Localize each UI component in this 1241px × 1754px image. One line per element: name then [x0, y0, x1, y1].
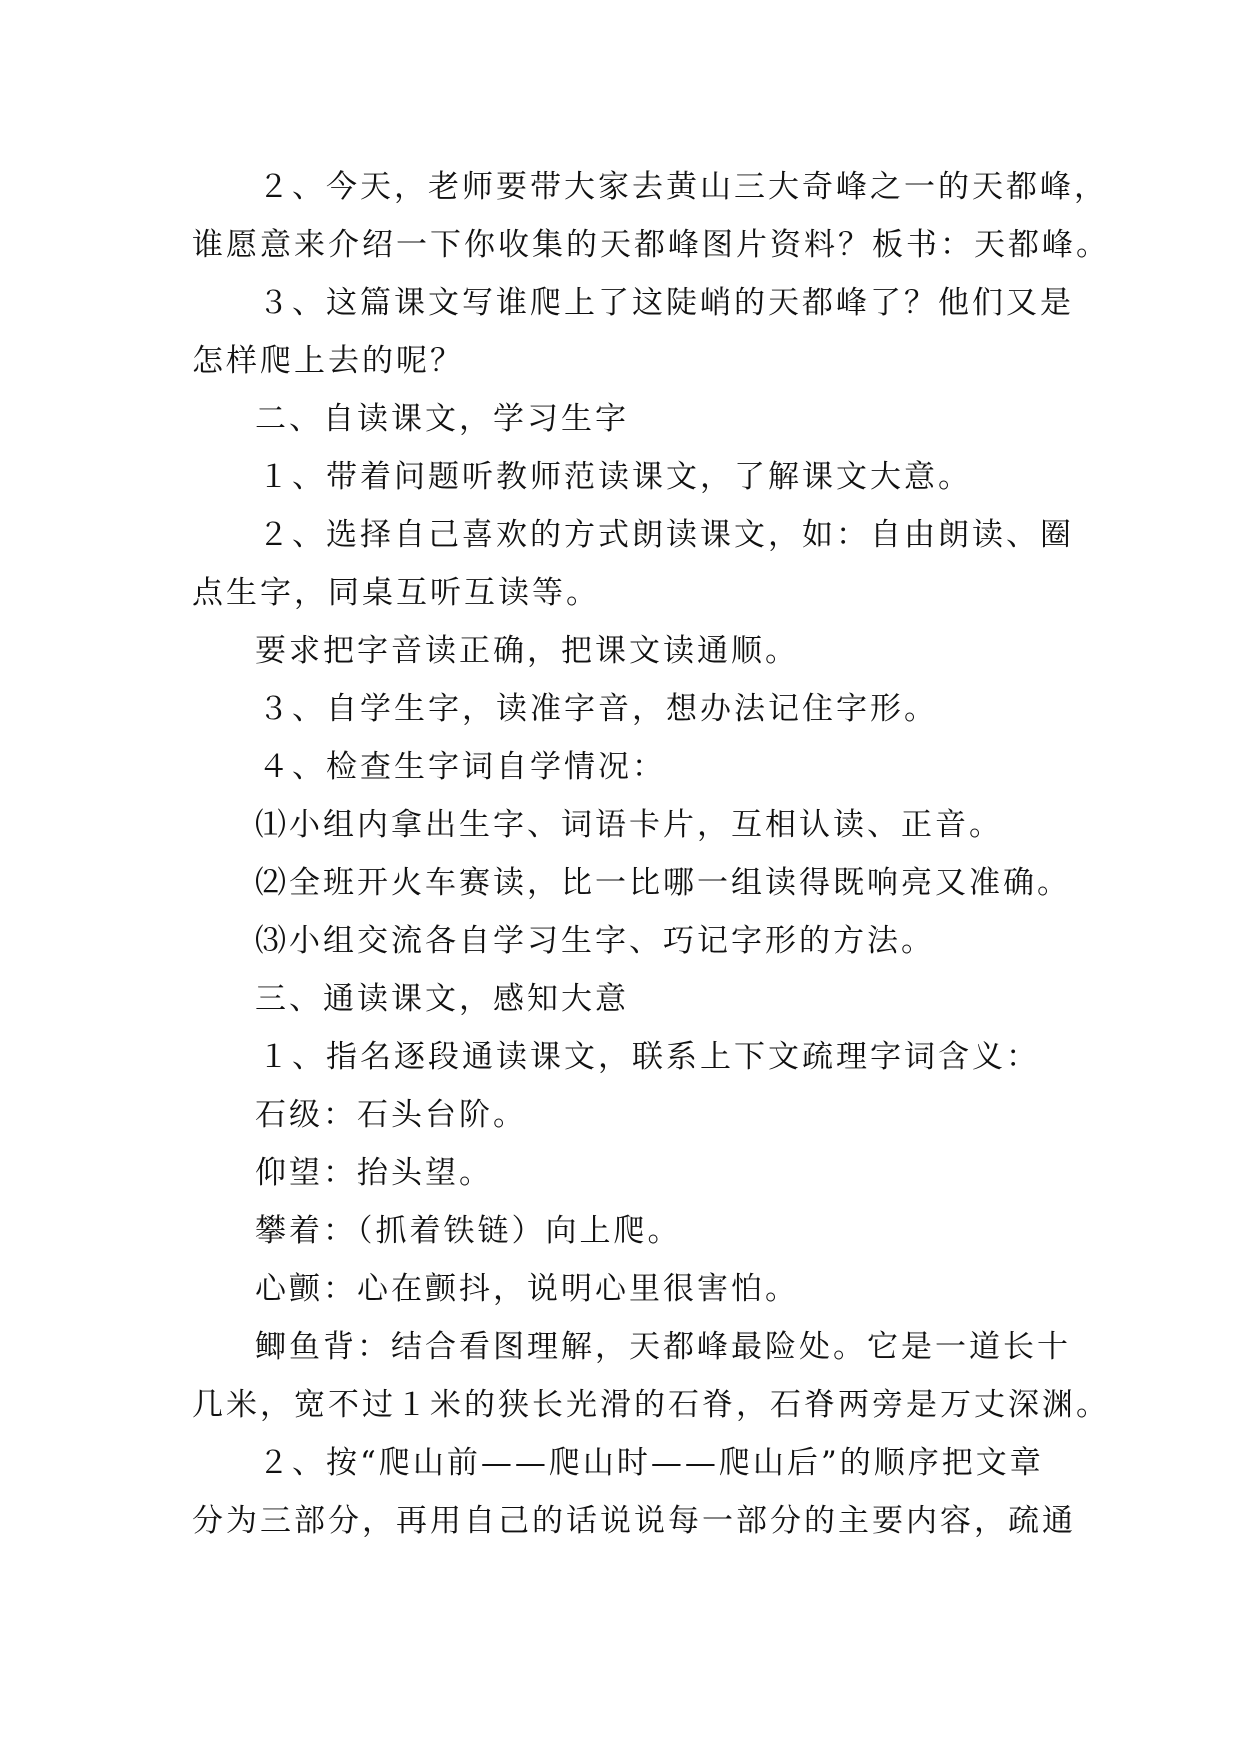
list-item: ⑴小组内拿出生字、词语卡片，互相认读、正音。	[255, 807, 1003, 843]
paragraph-line: 要求把字音读正确，把课文读通顺。	[255, 633, 799, 669]
paragraph-line: 谁愿意来介绍一下你收集的天都峰图片资料？板书：天都峰。	[192, 227, 1110, 263]
list-item: ⑵全班开火车赛读，比一比哪一组读得既响亮又准确。	[255, 865, 1071, 901]
paragraph-line: ４、检查生字词自学情况：	[258, 749, 666, 785]
paragraph-line: 几米，宽不过１米的狭长光滑的石脊，石脊两旁是万丈深渊。	[192, 1387, 1110, 1423]
list-item: ⑶小组交流各自学习生字、巧记字形的方法。	[255, 923, 935, 959]
section-heading: 二、自读课文，学习生字	[255, 401, 629, 437]
paragraph-line: 怎样爬上去的呢？	[192, 343, 464, 379]
paragraph-line: １、指名逐段通读课文，联系上下文疏理字词含义：	[258, 1039, 1040, 1075]
definition-line: 攀着：（抓着铁链）向上爬。	[255, 1213, 682, 1249]
section-heading: 三、通读课文，感知大意	[255, 981, 629, 1017]
paragraph-line: ２、今天，老师要带大家去黄山三大奇峰之一的天都峰，	[258, 169, 1108, 205]
definition-line: 鲫鱼背：结合看图理解，天都峰最险处。它是一道长十	[255, 1329, 1071, 1365]
definition-line: 石级：石头台阶。	[255, 1097, 527, 1133]
definition-line: 心颤：心在颤抖，说明心里很害怕。	[255, 1271, 799, 1307]
paragraph-line: 点生字，同桌互听互读等。	[192, 575, 600, 611]
paragraph-line: ２、按“爬山前——爬山时——爬山后”的顺序把文章	[258, 1445, 1044, 1481]
paragraph-line: １、带着问题听教师范读课文，了解课文大意。	[258, 459, 972, 495]
definition-line: 仰望：抬头望。	[255, 1155, 493, 1191]
paragraph-line: 分为三部分，再用自己的话说说每一部分的主要内容，疏通	[192, 1503, 1076, 1539]
paragraph-line: ３、自学生字，读准字音，想办法记住字形。	[258, 691, 938, 727]
paragraph-line: ２、选择自己喜欢的方式朗读课文，如：自由朗读、圈	[258, 517, 1074, 553]
paragraph-line: ３、这篇课文写谁爬上了这陡峭的天都峰了？他们又是	[258, 285, 1074, 321]
